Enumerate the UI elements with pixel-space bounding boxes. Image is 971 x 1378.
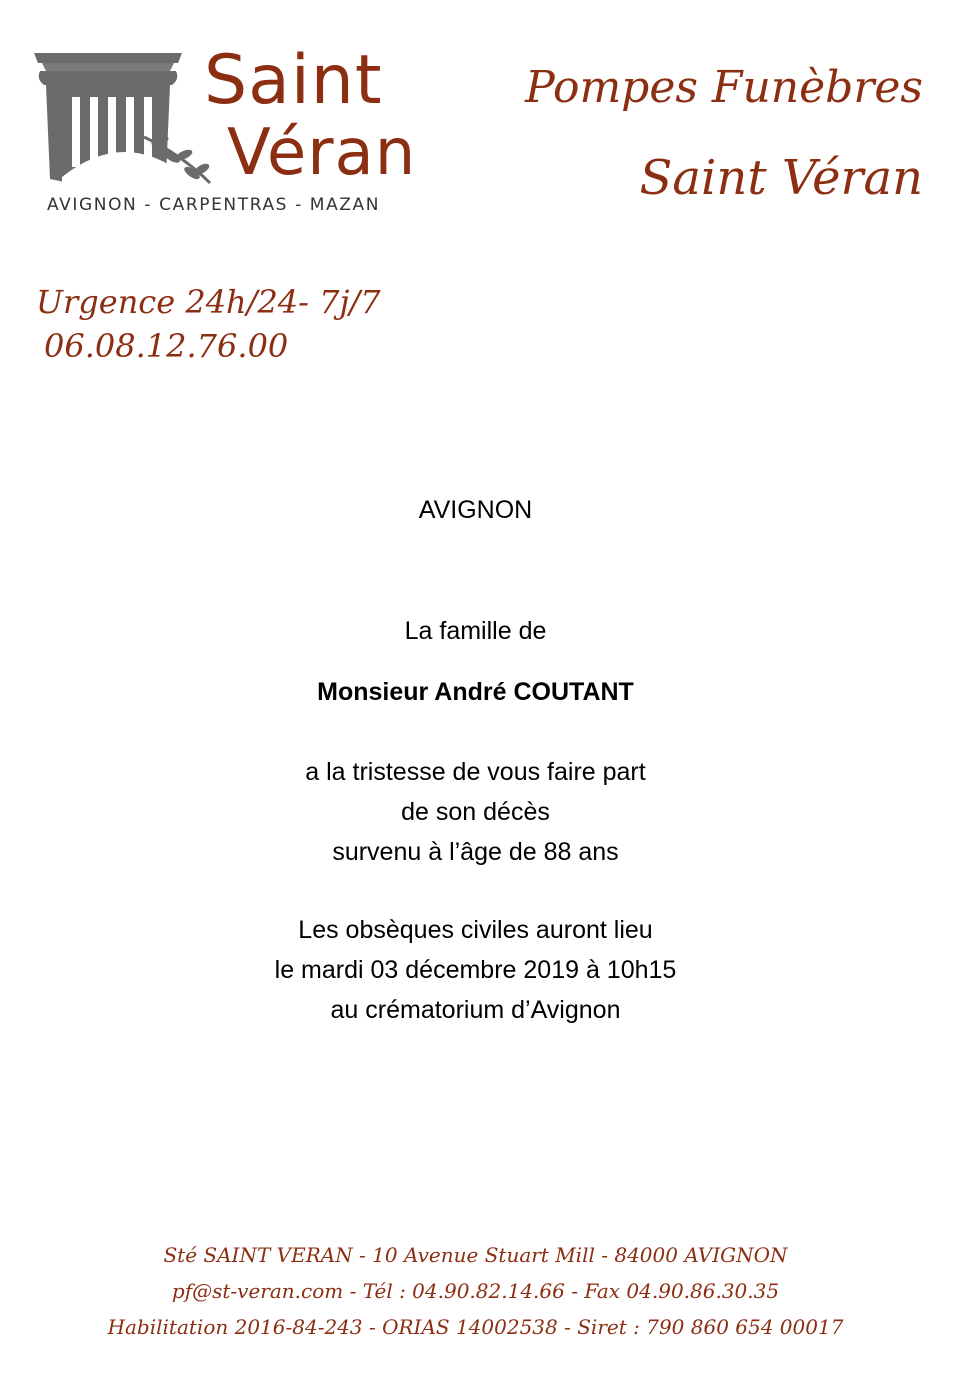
logo-name-line-1: Saint xyxy=(204,41,383,120)
announcement-line: de son décès xyxy=(401,798,550,826)
logo-cities: AVIGNON - CARPENTRAS - MAZAN xyxy=(47,195,381,215)
brand-title-line-1: Pompes Funèbres xyxy=(525,62,923,113)
logo-name-line-2: Véran xyxy=(227,116,417,190)
emergency-label: Urgence 24h/24- 7j/7 xyxy=(36,283,381,321)
funeral-details xyxy=(0,910,951,1030)
company-footer xyxy=(0,1237,951,1345)
announcement-line: survenu à l’âge de 88 ans xyxy=(332,838,619,866)
footer-legal: Habilitation 2016-84-243 - ORIAS 14002538 - Siret : 790 860 654 00017 xyxy=(107,1315,844,1339)
funeral-line: Les obsèques civiles auront lieu xyxy=(298,916,653,944)
notice-intro: La famille de xyxy=(404,617,547,645)
brand-title-line-2: Saint Véran xyxy=(639,150,923,206)
deceased-name: Monsieur André COUTANT xyxy=(317,678,634,706)
announcement-text xyxy=(0,752,951,872)
funeral-location-line: au crématorium d’Avignon xyxy=(330,996,621,1024)
emergency-phone: 06.08.12.76.00 xyxy=(44,327,289,365)
column-with-olive-branch-icon xyxy=(32,45,212,195)
footer-address: Sté SAINT VERAN - 10 Avenue Stuart Mill - 84000 AVIGNON xyxy=(163,1243,788,1267)
footer-contact: pf@st-veran.com - Tél : 04.90.82.14.66 - Fax 04.90.86.30.35 xyxy=(171,1279,780,1303)
emergency-contact xyxy=(36,280,381,368)
announcement-line: a la tristesse de vous faire part xyxy=(305,758,646,786)
funeral-date-line: le mardi 03 décembre 2019 à 10h15 xyxy=(274,956,677,984)
notice-city: AVIGNON xyxy=(418,496,533,524)
company-logo xyxy=(32,41,432,215)
